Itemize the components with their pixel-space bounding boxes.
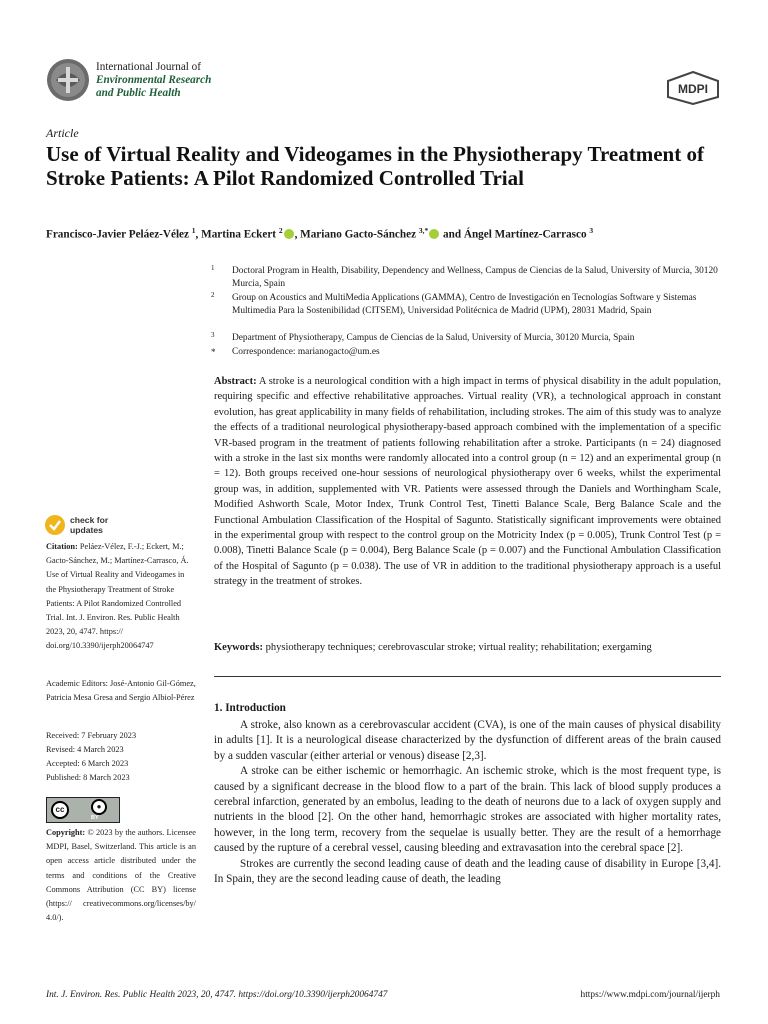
author-name: Mariano Gacto-Sánchez xyxy=(300,228,419,241)
author-name: Martina Eckert xyxy=(201,228,279,241)
author-separator: , xyxy=(195,228,202,241)
author-affiliation-marker: 3 xyxy=(589,226,594,235)
abstract-text: A stroke is a neurological condition with a high impact in terms of physical disability in the adult population, requiring specific and effective rehabilitative approaches. Virtual reality (VR), a technological approach in constant evolution, has great applicability in many fields of rehabilitation, including strokes. The aim of this study was to analyze the effects of a traditional neurological physiotherapy-based approach combined with the implementation of a specific VR-based program in the treatment of patients following rehabilitation after a stroke. Participants (n = 24) diagnosed with a stroke in the last six months were randomly allocated into a control group (n = 12) and an experimental group (n = 12). Both groups received one-hour sessions of neurological physiotherapy over 6 weeks, whilst the experimental group was, in addition, supplemented with VR. Patients were assessed through the Daniels and Worthingham Scale, Modified Ashworth Scale, Motor Index, Trunk Control Test, Tinetti Balance Scale, Berg Balance Scale and the Functional Ambulation Classification of the Hospital of Sagunto. Statistically significant improvements were obtained in the experimental group with respect to the control group on the Motricity Index (p = 0.005), Trunk Control Test (p = 0.008), Tinetti Balance Scale (p = 0.004), Berg Balance Scale (p = 0.007) and the Functional Ambulation Classification of the Hospital of Sagunto (p = 0.038). The use of VR in addition to the traditional physiotherapy approach is a useful strategy in the treatment of strokes. xyxy=(214,376,722,588)
author-affiliation-marker: 2 xyxy=(278,226,283,235)
keywords-label: Keywords: xyxy=(214,642,263,653)
copyright-block xyxy=(46,826,196,925)
author-list xyxy=(46,224,746,242)
keywords-text: physiotherapy techniques; cerebrovascular stroke; virtual reality; rehabilitation; exergaming xyxy=(265,642,652,653)
orcid-icon[interactable] xyxy=(429,229,439,239)
journal-logo-icon xyxy=(46,58,90,102)
intro-paragraph: A stroke can be either ischemic or hemorrhagic. An ischemic stroke, which is the most frequent type, is caused by a significant decrease in the blood flow to a part of the brain. This lack of blood supply produces a cerebral infarction, generated by an embolus, leading to the death of neurons due to a lack of oxygen supply and nutrients in the blood [2]. On the other hand, hemorrhagic strokes are associated with higher mortality rates, however, in the long term, recovery from the sequelae is usually better. They are the result of a hemorrhage caused by the rupture of a cerebral vessel, causing bleeding and extravasation into the cerebral space [2]. xyxy=(214,765,721,855)
svg-text:MDPI: MDPI xyxy=(678,82,708,96)
author-name: Ángel Martínez-Carrasco xyxy=(463,228,590,241)
mdpi-logo-icon xyxy=(666,71,720,105)
cc-license-badge[interactable] xyxy=(46,797,120,823)
academic-editors: Academic Editors: José-Antonio Gil-Gómez, Patricia Mesa Gresa and Sergio Albiol-Pérez xyxy=(46,679,196,703)
section-divider xyxy=(214,676,721,677)
citation-label: Citation: xyxy=(46,542,78,551)
journal-name-line3: and Public Health xyxy=(96,87,181,99)
orcid-icon[interactable] xyxy=(284,229,294,239)
footer-citation: Int. J. Environ. Res. Public Health 2023, 20, 4747. https://doi.org/10.3390/ijerph20064747 xyxy=(46,990,388,1000)
author-affiliation-marker: 1 xyxy=(191,226,196,235)
intro-paragraph: A stroke, also known as a cerebrovascular accident (CVA), is one of the main causes of physical disability in adults [1]. It is a neurological disease characterized by the dysfunction of different areas of the brain caused by a sudden vascular (either arterial or venous) disease [2,3]. xyxy=(214,719,721,762)
citation-text: Peláez-Vélez, F.-J.; Eckert, M.; Gacto-Sánchez, M.; Martínez-Carrasco, Á. Use of Virtual Reality and Videogames in the Physiotherapy Treatment of Stroke Patients: A Pilot Randomized Controlled Trial. Int. J. Environ. Res. Public Health 2023, 20, 4747. https:// doi.org/10.3390/ijerph20064747 xyxy=(46,542,189,651)
date-accepted: Accepted: 6 March 2023 xyxy=(46,759,129,768)
introduction-body xyxy=(214,718,721,887)
affiliation-3: 3 Department of Physiotherapy, Campus de Ciencias de la Salud, University of Murcia, 30120 Murcia, Spain xyxy=(211,331,635,343)
article-type: Article xyxy=(46,126,79,140)
affiliation-2: 2 Group on Acoustics and MultiMedia Applications (GAMMA), Centro de Investigación en Tecnologías Software y Sistemas Multimedia Para la Sostenibilidad (CITSEM), Universidad Politécnica de Madrid (UPM), 28031 Madrid, Spain xyxy=(211,291,697,316)
abstract-label: Abstract: xyxy=(214,376,257,387)
journal-name-line1: International Journal of xyxy=(96,61,202,73)
article-title: Use of Virtual Reality and Videogames in the Physiotherapy Treatment of Stroke Patients: A Pilot Randomized Controlled Trial xyxy=(46,142,704,190)
copyright-label: Copyright: xyxy=(46,828,86,837)
check-for-updates-button[interactable] xyxy=(44,512,134,538)
keywords xyxy=(214,640,721,655)
date-revised: Revised: 4 March 2023 xyxy=(46,745,124,754)
person-icon: ● xyxy=(91,799,107,815)
abstract xyxy=(214,374,721,590)
date-published: Published: 8 March 2023 xyxy=(46,773,130,782)
author-name: Francisco-Javier Peláez-Vélez xyxy=(46,228,192,241)
correspondence: * Correspondence: marianogacto@um.es xyxy=(211,347,380,357)
cc-by-label: BY xyxy=(91,815,99,821)
cc-icon: cc xyxy=(51,801,69,819)
affiliation-1: 1 Doctoral Program in Health, Disability, Dependency and Wellness, Campus de Ciencias de la Salud, University of Murcia, 30120 Murcia, Spain xyxy=(211,264,718,289)
check-updates-line1: check for xyxy=(70,515,109,525)
check-updates-line2: updates xyxy=(70,525,103,535)
section-heading-introduction: 1. Introduction xyxy=(214,702,286,714)
intro-paragraph: Strokes are currently the second leading cause of death and the leading cause of disability in Europe [3,4]. In Spain, they are the second leading cause of death, the leading xyxy=(214,857,721,886)
check-updates-icon xyxy=(44,514,66,536)
footer-journal-link[interactable]: https://www.mdpi.com/journal/ijerph xyxy=(580,990,720,1000)
journal-name-line2: Environmental Research xyxy=(96,74,212,86)
author-separator: and xyxy=(440,228,464,241)
author-separator: , xyxy=(294,228,301,241)
copyright-text: © 2023 by the authors. Licensee MDPI, Basel, Switzerland. This article is an open access article distributed under the terms and conditions of the Creative Commons Attribution (CC BY) license (https:// creativecommons.org/licenses/by/ 4.0/). xyxy=(46,828,196,923)
date-received: Received: 7 February 2023 xyxy=(46,731,137,740)
author-affiliation-marker: 3,* xyxy=(418,226,429,235)
citation-block xyxy=(46,540,196,654)
journal-name xyxy=(96,61,211,100)
